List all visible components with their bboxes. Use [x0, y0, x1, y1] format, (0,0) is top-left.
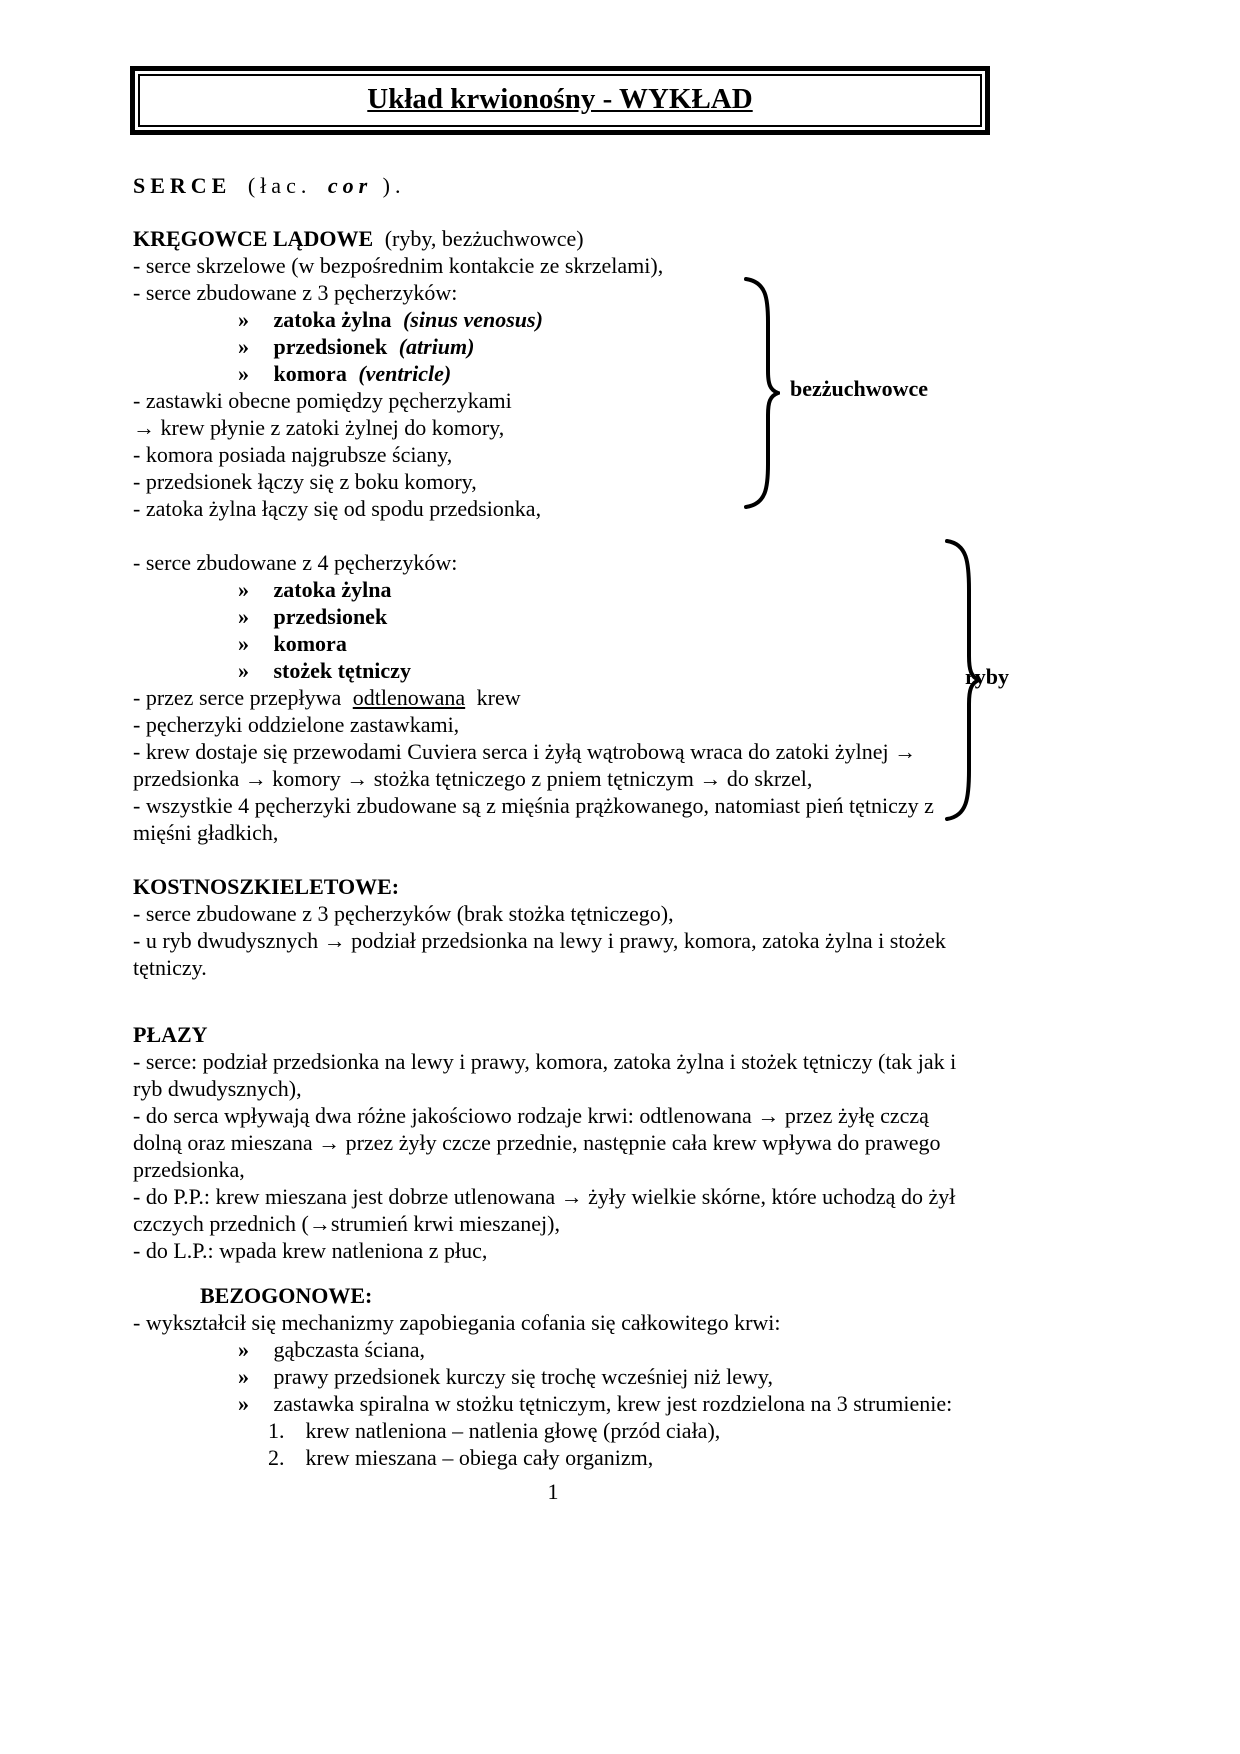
kostnoszkieletowe-heading: KOSTNOSZKIELETOWE:: [133, 874, 400, 899]
bullet-marker: »: [238, 307, 249, 332]
bullet-term: stożek tętniczy: [273, 658, 411, 683]
text-line: przedsionka,: [133, 1157, 245, 1182]
bullet-term: przedsionek: [273, 334, 388, 359]
list-item: [133, 306, 1123, 333]
page-title: Układ krwionośny - WYKŁAD: [367, 83, 753, 115]
list-item: [133, 1363, 1123, 1390]
text-line: → krew płynie z zatoki żylnej do komory,: [133, 415, 505, 440]
text-line: - przedsionek łączy się z boku komory,: [133, 469, 477, 494]
bullet-marker: »: [238, 577, 249, 602]
grouping-brace-bezzuchwowce-icon: [742, 276, 780, 510]
text-line: dolną oraz mieszana → przez żyły czcze przednie, następnie cała krew wpływa do prawego: [133, 1130, 941, 1155]
text-line: przedsionka → komory → stożka tętniczego z pniem tętniczym → do skrzel,: [133, 766, 813, 791]
serce-cor: cor: [327, 173, 373, 198]
serce-word: SERCE: [133, 173, 232, 198]
list-item: [133, 333, 1123, 360]
bullet-latin: (atrium): [398, 334, 475, 359]
text-line: mięśni gładkich,: [133, 820, 279, 845]
bullet-marker: »: [238, 361, 249, 386]
text-line: czczych przednich (→strumień krwi mieszanej),: [133, 1211, 560, 1236]
text-line: - serce zbudowane z 4 pęcherzyków:: [133, 550, 458, 575]
text-line: - do L.P.: wpada krew natleniona z płuc,: [133, 1238, 488, 1263]
flow-post: krew: [476, 685, 521, 710]
text-line: - wykształcił się mechanizmy zapobiegania cofania się całkowitego krwi:: [133, 1310, 781, 1335]
spacer: [133, 846, 1123, 873]
bullet-term: komora: [273, 631, 347, 656]
text-line: - serce skrzelowe (w bezpośrednim kontakcie ze skrzelami),: [133, 253, 664, 278]
numbered-item: [133, 1417, 1123, 1444]
spacer: [133, 981, 1123, 1021]
text-line: - pęcherzyki oddzielone zastawkami,: [133, 712, 460, 737]
text-line: - serce zbudowane z 3 pęcherzyków (brak stożka tętniczego),: [133, 901, 674, 926]
title-box-inner: [138, 74, 982, 127]
brace-label-bezzuchwowce: bezżuchwowce: [790, 376, 929, 401]
bezogonowe-heading: BEZOGONOWE:: [200, 1283, 373, 1308]
flow-pre: - przez serce przepływa: [133, 685, 342, 710]
bullet-term: komora: [273, 361, 347, 386]
text-line: - zastawki obecne pomiędzy pęcherzykami: [133, 388, 512, 413]
serce-lac: (łac.: [247, 173, 312, 198]
text-line: - do serca wpływają dwa różne jakościowo rodzaje krwi: odtlenowana → przez żyłę czczą: [133, 1103, 929, 1128]
list-item: [133, 1336, 1123, 1363]
number-marker: 1.: [268, 1418, 285, 1443]
page-number: 1: [547, 1479, 559, 1504]
brace-label-ryby: ryby: [965, 664, 1009, 689]
list-item: [133, 1390, 1123, 1417]
numbered-text: krew natleniona – natlenia głowę (przód ciała),: [305, 1418, 721, 1443]
bullet-term: zatoka żylna: [273, 307, 392, 332]
bullet-latin: (ventricle): [358, 361, 452, 386]
text-line: - krew dostaje się przewodami Cuviera serca i żyłą wątrobową wraca do zatoki żylnej →: [133, 739, 917, 764]
text-line: ryb dwudysznych),: [133, 1076, 302, 1101]
text-line: tętniczy.: [133, 955, 207, 980]
number-marker: 2.: [268, 1445, 285, 1470]
plazy-heading: PŁAZY: [133, 1022, 208, 1047]
text-line: - u ryb dwudysznych → podział przedsionka na lewy i prawy, komora, zatoka żylna i stożek: [133, 928, 946, 953]
bullet-marker: »: [238, 334, 249, 359]
title-box: [130, 66, 990, 135]
bullet-marker: »: [238, 658, 249, 683]
bullet-text: gąbczasta ściana,: [273, 1337, 425, 1362]
text-line: - do P.P.: krew mieszana jest dobrze utlenowana → żyły wielkie skórne, które uchodzą do żył: [133, 1184, 956, 1209]
spacer: [133, 199, 1123, 225]
serce-heading-line: [133, 172, 1123, 199]
flow-underlined: odtlenowana: [352, 685, 466, 710]
bullet-text: prawy przedsionek kurczy się trochę wcześniej niż lewy,: [273, 1364, 773, 1389]
bullet-marker: »: [238, 631, 249, 656]
spacer: [133, 1264, 1123, 1282]
text-line: - wszystkie 4 pęcherzyki zbudowane są z mięśnia prążkowanego, natomiast pień tętniczy z: [133, 793, 934, 818]
text-line: - zatoka żylna łączy się od spodu przedsionka,: [133, 496, 542, 521]
text-line: - serce zbudowane z 3 pęcherzyków:: [133, 280, 458, 305]
bullet-marker: »: [238, 1391, 249, 1416]
list-item: [133, 360, 1123, 387]
kregowce-heading-normal: (ryby, bezżuchwowce): [384, 226, 584, 251]
bullet-term: przedsionek: [273, 604, 388, 629]
text-line: - komora posiada najgrubsze ściany,: [133, 442, 453, 467]
bullet-marker: »: [238, 604, 249, 629]
bullet-latin: (sinus venosus): [402, 307, 543, 332]
numbered-text: krew mieszana – obiega cały organizm,: [305, 1445, 654, 1470]
text-line: - serce: podział przedsionka na lewy i prawy, komora, zatoka żylna i stożek tętniczy (tak jak i: [133, 1049, 957, 1074]
kregowce-heading-bold: KRĘGOWCE LĄDOWE: [133, 226, 374, 251]
bullet-marker: »: [238, 1364, 249, 1389]
bullet-term: zatoka żylna: [273, 577, 392, 602]
bullet-text: zastawka spiralna w stożku tętniczym, krew jest rozdzielona na 3 strumienie:: [273, 1391, 953, 1416]
bullet-marker: »: [238, 1337, 249, 1362]
kregowce-heading: [133, 225, 1123, 252]
serce-end: ).: [382, 173, 406, 198]
numbered-item: [133, 1444, 1123, 1471]
